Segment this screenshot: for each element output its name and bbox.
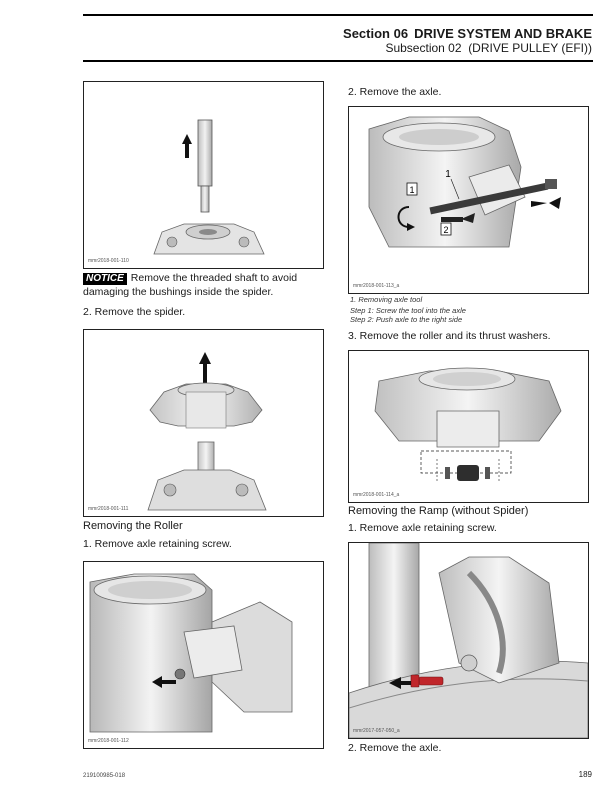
callout-number-1: 1 xyxy=(445,169,451,180)
figure-code: mmr2017-057-050_a xyxy=(353,728,400,734)
figure-ramp-screw xyxy=(348,542,589,739)
roller-illustration xyxy=(349,351,588,502)
axle-tool-illustration xyxy=(349,107,588,293)
subsection-number: Subsection 02 xyxy=(385,41,462,55)
figure-threaded-shaft xyxy=(83,81,324,269)
notice-badge: NOTICE xyxy=(83,273,127,285)
figure-code: mmr2018-001-110 xyxy=(88,258,129,264)
figure-roller-washers xyxy=(348,350,589,503)
step-ramp-remove-axle: 2. Remove the axle. xyxy=(348,742,442,754)
step-remove-roller: 3. Remove the roller and its thrust washers. xyxy=(348,330,551,342)
subsection-title xyxy=(385,41,592,55)
section-title xyxy=(343,26,592,41)
figure-code: mmr2018-001-111 xyxy=(88,506,129,512)
notice-text-1: Remove the threaded shaft to avoid xyxy=(130,272,298,284)
subsection-name: (DRIVE PULLEY (EFI)) xyxy=(468,41,592,55)
callout-label-2: 2 xyxy=(443,225,449,235)
callout-label-1: 1 xyxy=(409,185,415,195)
step-remove-axle-screw: 1. Remove axle retaining screw. xyxy=(83,538,232,550)
heading-removing-roller: Removing the Roller xyxy=(83,520,183,532)
section-number: Section 06 xyxy=(343,26,409,41)
figure-code: mmr2018-001-114_a xyxy=(353,492,400,498)
caption-step-2: Step 2: Push axle to the right side xyxy=(350,315,463,324)
threaded-shaft-illustration xyxy=(84,82,323,268)
notice-line-1 xyxy=(83,272,297,285)
step-remove-spider: 2. Remove the spider. xyxy=(83,306,186,318)
figure-spider xyxy=(83,329,324,517)
header-rule-bottom xyxy=(83,60,593,62)
caption-legend-1: 1. Removing axle tool xyxy=(350,295,423,304)
figure-remove-axle-tool xyxy=(348,106,589,294)
document-number: 219100985-018 xyxy=(83,773,126,779)
figure-axle-screw xyxy=(83,561,324,749)
axle-screw-illustration xyxy=(84,562,323,748)
heading-removing-ramp: Removing the Ramp (without Spider) xyxy=(348,505,529,517)
step-ramp-axle-screw: 1. Remove axle retaining screw. xyxy=(348,522,497,534)
header-rule-top xyxy=(83,14,593,16)
ramp-screw-illustration xyxy=(349,543,588,738)
caption-step-1: Step 1: Screw the tool into the axle xyxy=(350,306,466,315)
step-remove-axle: 2. Remove the axle. xyxy=(348,86,442,98)
section-name: DRIVE SYSTEM AND BRAKE xyxy=(414,26,592,41)
figure-code: mmr2018-001-113_a xyxy=(353,283,400,289)
notice-line-2: damaging the bushings inside the spider. xyxy=(83,286,274,298)
figure-code: mmr2018-001-112 xyxy=(88,738,129,744)
spider-illustration xyxy=(84,330,323,516)
page-number: 189 xyxy=(578,770,592,779)
